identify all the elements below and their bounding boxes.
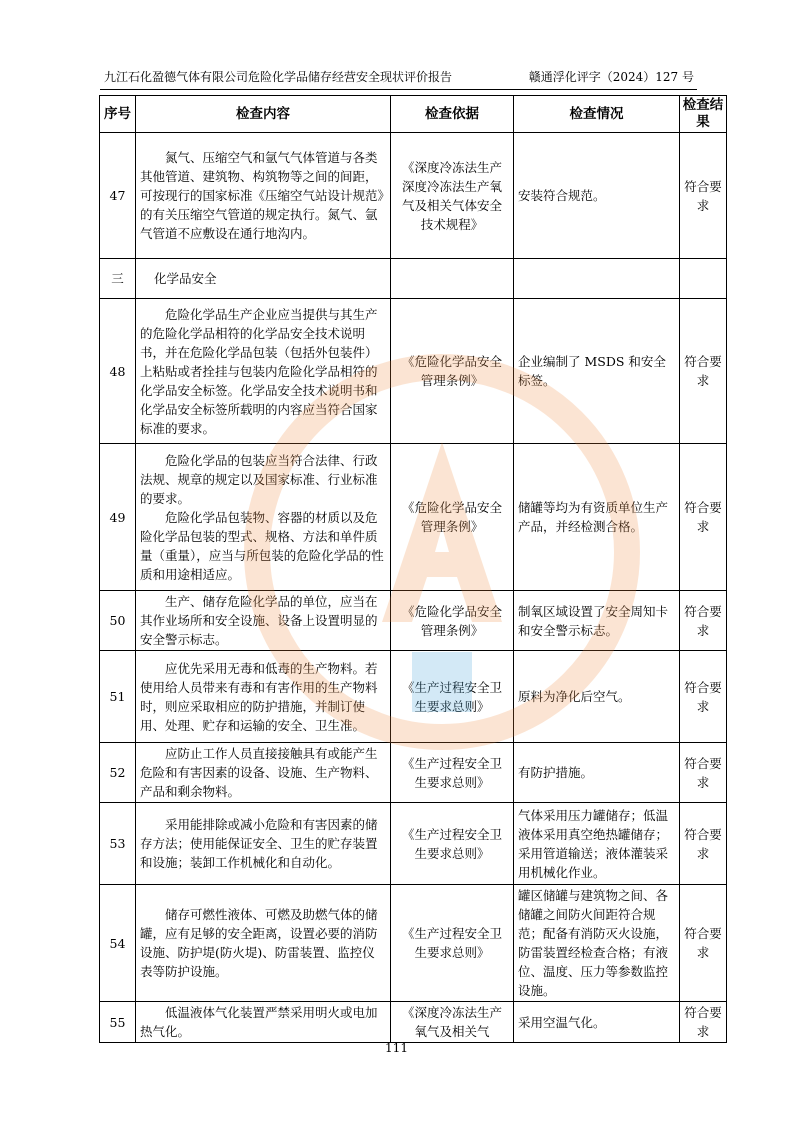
col-header-result: 检查结果 xyxy=(680,96,727,133)
row-content xyxy=(136,444,391,591)
col-header-no: 序号 xyxy=(100,96,136,133)
row-situation: 气体采用压力罐储存；低温液体采用真空绝热罐储存；采用管道输送；液体灌装采用机械化作业。 xyxy=(514,803,680,885)
table-row xyxy=(100,1002,727,1043)
table-row xyxy=(100,651,727,743)
row-number: 53 xyxy=(100,803,136,885)
row-situation: 企业编制了 MSDS 和安全标签。 xyxy=(514,299,680,444)
row-content xyxy=(136,133,391,259)
row-number: 55 xyxy=(100,1002,136,1043)
content-paragraph: 储存可燃性液体、可燃及助燃气体的储罐，应有足够的安全距离，设置必要的消防设施、防护堤(防火堤)、防雷装置、监控仪表等防护设施。 xyxy=(140,907,378,979)
col-header-basis: 检查依据 xyxy=(391,96,514,133)
row-situation xyxy=(514,259,680,299)
content-paragraph: 应防止工作人员直接接触具有或能产生危险和有害因素的设备、设施、生产物料、产品和剩余物料。 xyxy=(140,746,378,799)
table-row xyxy=(100,299,727,444)
row-basis: 《生产过程安全卫生要求总则》 xyxy=(391,885,514,1002)
table-row xyxy=(100,803,727,885)
row-content xyxy=(136,885,391,1002)
row-result: 符合要求 xyxy=(680,299,727,444)
content-paragraph: 生产、储存危险化学品的单位，应当在其作业场所和安全设施、设备上设置明显的安全警示标志。 xyxy=(140,594,378,647)
row-situation: 采用空温气化。 xyxy=(514,1002,680,1043)
row-situation: 制氧区域设置了安全周知卡和安全警示标志。 xyxy=(514,591,680,651)
table-row xyxy=(100,885,727,1002)
row-basis: 《深度冷冻法生产氧气及相关气 xyxy=(391,1002,514,1043)
row-number: 51 xyxy=(100,651,136,743)
row-content xyxy=(136,591,391,651)
row-situation: 安装符合规范。 xyxy=(514,133,680,259)
col-header-content: 检查内容 xyxy=(136,96,391,133)
row-basis: 《生产过程安全卫生要求总则》 xyxy=(391,651,514,743)
row-basis: 《生产过程安全卫生要求总则》 xyxy=(391,743,514,803)
row-basis xyxy=(391,259,514,299)
row-content xyxy=(136,803,391,885)
content-paragraph: 危险化学品包装物、容器的材质以及危险化学品包装的型式、规格、方法和单件质量（重量），应当与所包装的危险化学品的性质和用途相适应。 xyxy=(140,509,384,582)
content-paragraph: 采用能排除或减小危险和有害因素的储存方法；使用能保证安全、卫生的贮存装置和设施；装卸工作机械化和自动化。 xyxy=(140,817,378,870)
row-situation: 原料为净化后空气。 xyxy=(514,651,680,743)
inspection-table xyxy=(99,95,727,1043)
row-number: 50 xyxy=(100,591,136,651)
content-paragraph: 危险化学品的包装应当符合法律、行政法规、规章的规定以及国家标准、行业标准的要求。 xyxy=(140,452,378,506)
row-content xyxy=(136,743,391,803)
section-title: 化学品安全 xyxy=(136,259,391,299)
content-paragraph: 应优先采用无毒和低毒的生产物料。若使用给人员带来有毒和有害作用的生产物料时，则应采取相应的防护措施，并制订使用、处理、贮存和运输的安全、卫生准。 xyxy=(140,660,378,733)
row-content xyxy=(136,651,391,743)
row-number: 48 xyxy=(100,299,136,444)
table-header-row xyxy=(100,96,727,133)
row-basis: 《危险化学品安全管理条例》 xyxy=(391,444,514,591)
row-number: 52 xyxy=(100,743,136,803)
col-header-situation: 检查情况 xyxy=(514,96,680,133)
section-number: 三 xyxy=(100,259,136,299)
row-result: 符合要求 xyxy=(680,1002,727,1043)
content-paragraph: 低温液体气化装置严禁采用明火或电加热气化。 xyxy=(140,1005,378,1039)
page-header xyxy=(104,68,694,86)
section-row xyxy=(100,259,727,299)
row-number: 47 xyxy=(100,133,136,259)
row-basis: 《危险化学品安全管理条例》 xyxy=(391,591,514,651)
row-result: 符合要求 xyxy=(680,444,727,591)
content-paragraph: 氮气、压缩空气和氩气气体管道与各类其他管道、建筑物、构筑物等之间的间距，可按现行的国家标准《压缩空气站设计规范》的有关压缩空气管道的规定执行。氮气、氩气管道不应敷设在通行地沟内。 xyxy=(140,150,384,241)
row-basis: 《危险化学品安全管理条例》 xyxy=(391,299,514,444)
row-result: 符合要求 xyxy=(680,743,727,803)
header-rule xyxy=(100,89,697,90)
row-result: 符合要求 xyxy=(680,651,727,743)
row-content xyxy=(136,1002,391,1043)
table-row xyxy=(100,444,727,591)
row-result xyxy=(680,259,727,299)
row-basis: 《生产过程安全卫生要求总则》 xyxy=(391,803,514,885)
row-basis: 《深度冷冻法生产深度冷冻法生产氧气及相关气体安全技术规程》 xyxy=(391,133,514,259)
row-situation: 储罐等均为有资质单位生产产品，并经检测合格。 xyxy=(514,444,680,591)
row-situation: 罐区储罐与建筑物之间、各储罐之间防火间距符合规范；配备有消防灭火设施，防雷装置经检查合格；有液位、温度、压力等参数监控设施。 xyxy=(514,885,680,1002)
row-number: 49 xyxy=(100,444,136,591)
row-content xyxy=(136,299,391,444)
row-situation: 有防护措施。 xyxy=(514,743,680,803)
row-number: 54 xyxy=(100,885,136,1002)
row-result: 符合要求 xyxy=(680,133,727,259)
table-row xyxy=(100,591,727,651)
row-result: 符合要求 xyxy=(680,803,727,885)
table-row xyxy=(100,133,727,259)
row-result: 符合要求 xyxy=(680,885,727,1002)
page-number: 111 xyxy=(385,1041,408,1055)
report-number: 赣通浮化评字（2024）127 号 xyxy=(528,70,694,84)
content-paragraph: 危险化学品生产企业应当提供与其生产的危险化学品相符的化学品安全技术说明书，并在危险化学品包装（包括外包装件）上粘贴或者拴挂与包装内危险化学品相符的化学品安全标签。化学品安全技术说明书和化学品安全标签所载明的内容应当符合国家标准的要求。 xyxy=(140,306,378,436)
report-title: 九江石化盈德气体有限公司危险化学品储存经营安全现状评价报告 xyxy=(104,70,453,84)
table-row xyxy=(100,743,727,803)
row-result: 符合要求 xyxy=(680,591,727,651)
